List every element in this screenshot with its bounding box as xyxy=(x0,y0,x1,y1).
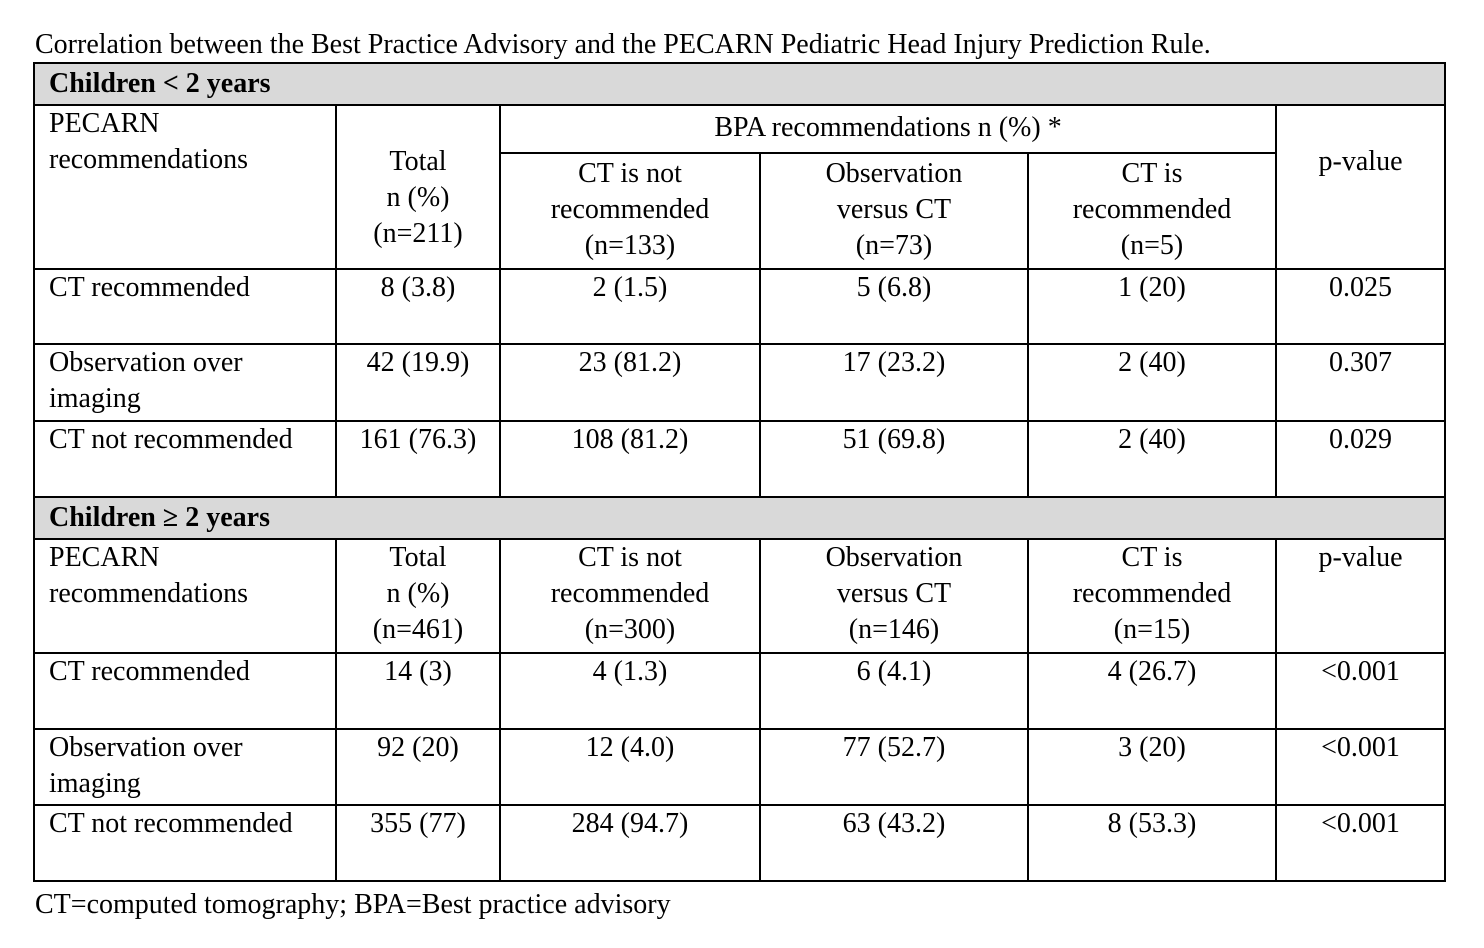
cell-ct-is: 2 (40) xyxy=(1028,421,1276,497)
cell-ct-not: 284 (94.7) xyxy=(500,805,760,881)
header-total: Total n (%) (n=461) xyxy=(336,539,500,653)
cell-ct-not: 23 (81.2) xyxy=(500,344,760,421)
section-title: Children ≥ 2 years xyxy=(34,497,1445,539)
cell-pvalue: 0.029 xyxy=(1276,421,1445,497)
cell-total: 8 (3.8) xyxy=(336,269,500,344)
header-pvalue: p-value xyxy=(1276,539,1445,653)
table-row xyxy=(34,805,1445,881)
header-row xyxy=(34,105,1445,153)
header-observation-vs-ct: Observation versus CT (n=146) xyxy=(760,539,1028,653)
row-label: CT recommended xyxy=(34,653,336,729)
header-pecarn: PECARN recommendations xyxy=(34,539,336,653)
header-observation-vs-ct: Observation versus CT (n=73) xyxy=(760,153,1028,269)
section-row xyxy=(34,497,1445,539)
cell-obs: 51 (69.8) xyxy=(760,421,1028,497)
table-row xyxy=(34,653,1445,729)
header-ct-not-recommended: CT is not recommended (n=300) xyxy=(500,539,760,653)
cell-ct-not: 108 (81.2) xyxy=(500,421,760,497)
row-label: Observation over imaging xyxy=(34,729,336,805)
table-row xyxy=(34,269,1445,344)
cell-pvalue: <0.001 xyxy=(1276,653,1445,729)
cell-pvalue: 0.307 xyxy=(1276,344,1445,421)
cell-obs: 63 (43.2) xyxy=(760,805,1028,881)
cell-obs: 77 (52.7) xyxy=(760,729,1028,805)
cell-ct-not: 4 (1.3) xyxy=(500,653,760,729)
header-ct-recommended: CT is recommended (n=15) xyxy=(1028,539,1276,653)
row-label: Observation over imaging xyxy=(34,344,336,421)
header-row xyxy=(34,539,1445,653)
cell-total: 161 (76.3) xyxy=(336,421,500,497)
cell-pvalue: <0.001 xyxy=(1276,729,1445,805)
row-label: CT not recommended xyxy=(34,421,336,497)
table-row xyxy=(34,729,1445,805)
cell-ct-is: 1 (20) xyxy=(1028,269,1276,344)
row-label: CT not recommended xyxy=(34,805,336,881)
header-pvalue: p-value xyxy=(1276,105,1445,269)
cell-obs: 17 (23.2) xyxy=(760,344,1028,421)
cell-ct-is: 4 (26.7) xyxy=(1028,653,1276,729)
header-total: Total n (%) (n=211) xyxy=(336,105,500,269)
correlation-table xyxy=(33,62,1446,882)
cell-obs: 5 (6.8) xyxy=(760,269,1028,344)
cell-total: 14 (3) xyxy=(336,653,500,729)
table-row xyxy=(34,344,1445,421)
table-caption: Correlation between the Best Practice Advisory and the PECARN Pediatric Head Injury Prediction Rule. xyxy=(35,29,1211,60)
cell-ct-is: 2 (40) xyxy=(1028,344,1276,421)
cell-pvalue: <0.001 xyxy=(1276,805,1445,881)
cell-total: 42 (19.9) xyxy=(336,344,500,421)
cell-ct-is: 8 (53.3) xyxy=(1028,805,1276,881)
header-bpa-span: BPA recommendations n (%) * xyxy=(500,105,1276,153)
header-pecarn: PECARN recommendations xyxy=(34,105,336,269)
table-row xyxy=(34,421,1445,497)
header-ct-recommended: CT is recommended (n=5) xyxy=(1028,153,1276,269)
section-row xyxy=(34,63,1445,105)
row-label: CT recommended xyxy=(34,269,336,344)
section-title: Children < 2 years xyxy=(34,63,1445,105)
cell-ct-not: 2 (1.5) xyxy=(500,269,760,344)
cell-total: 92 (20) xyxy=(336,729,500,805)
header-ct-not-recommended: CT is not recommended (n=133) xyxy=(500,153,760,269)
table-footnote: CT=computed tomography; BPA=Best practice advisory xyxy=(35,889,671,920)
cell-ct-not: 12 (4.0) xyxy=(500,729,760,805)
cell-total: 355 (77) xyxy=(336,805,500,881)
cell-ct-is: 3 (20) xyxy=(1028,729,1276,805)
cell-obs: 6 (4.1) xyxy=(760,653,1028,729)
cell-pvalue: 0.025 xyxy=(1276,269,1445,344)
